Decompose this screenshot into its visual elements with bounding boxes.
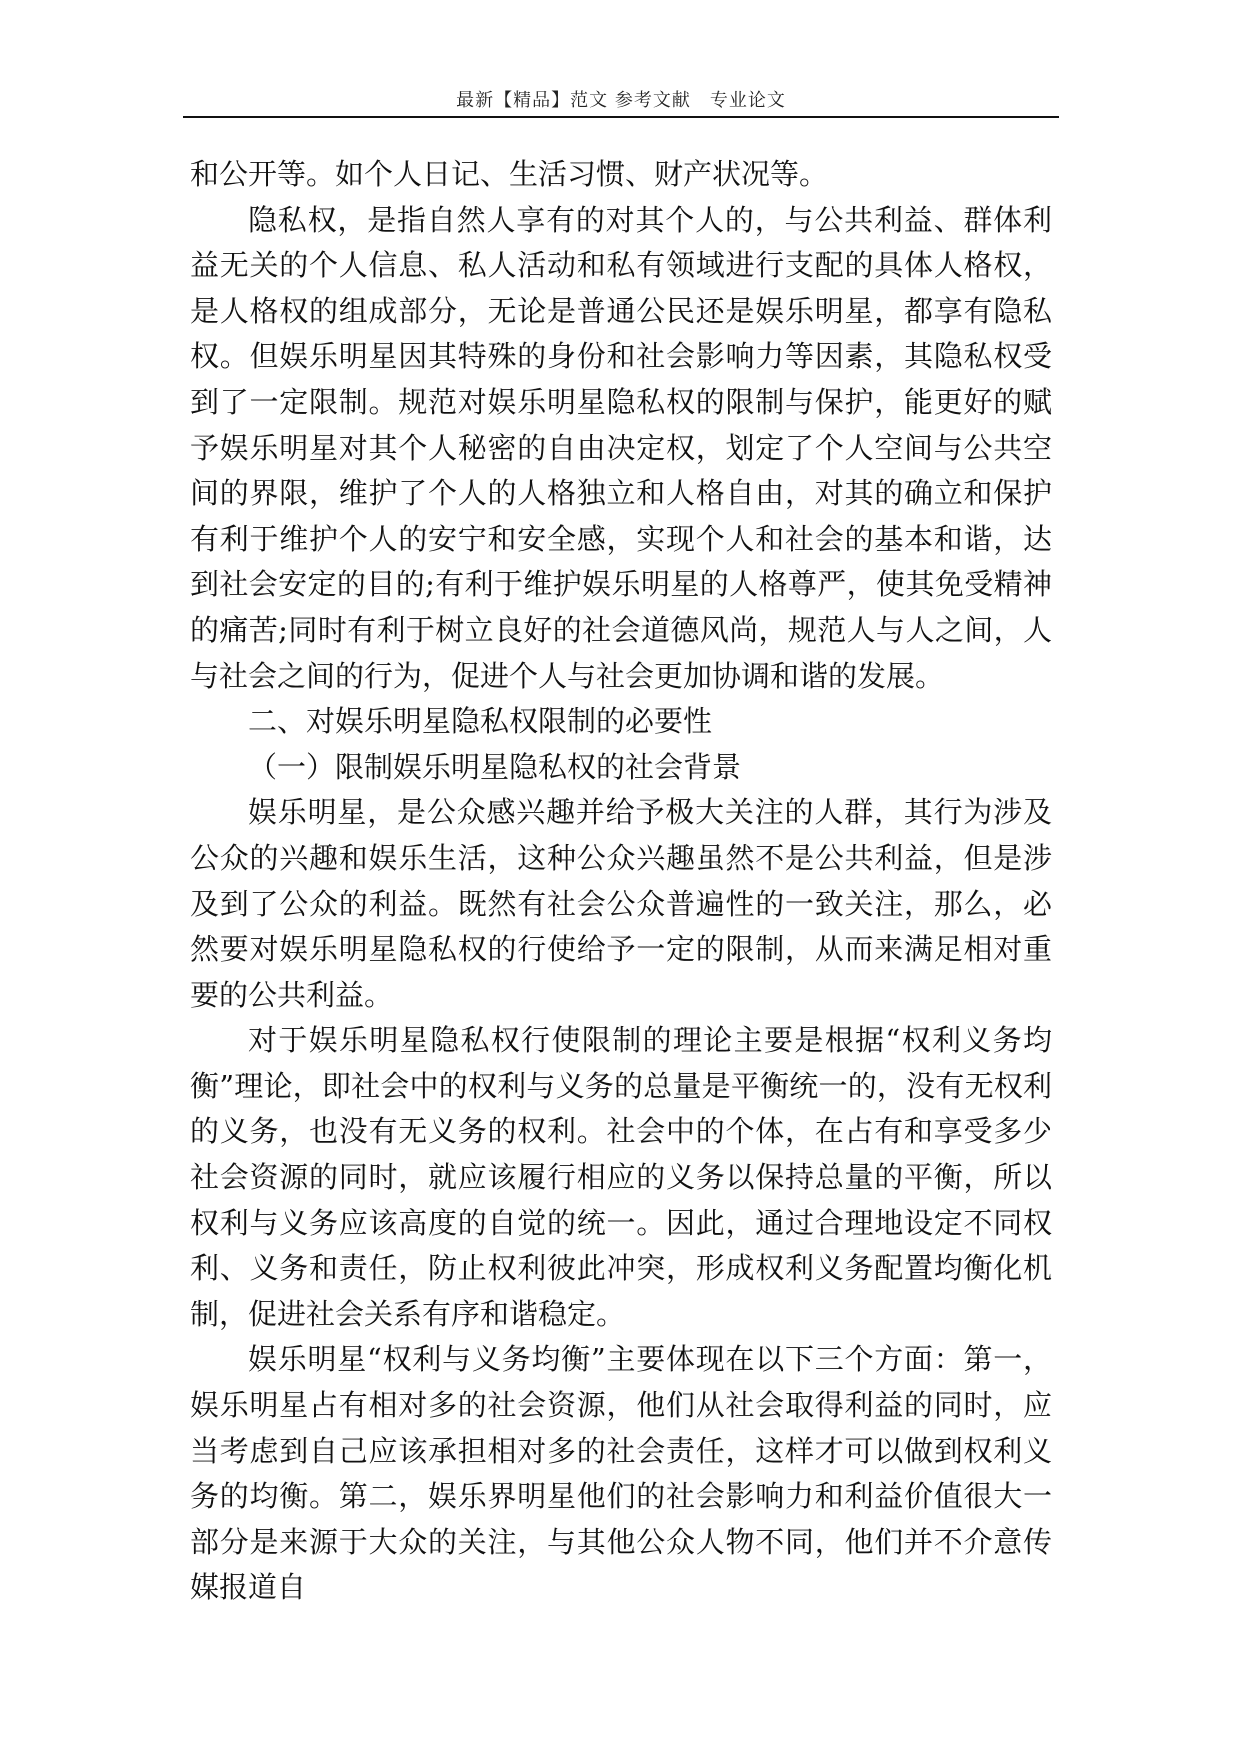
section-heading-2: 二、对娱乐明星隐私权限制的必要性 bbox=[248, 704, 713, 739]
document-body bbox=[190, 152, 1052, 1611]
paragraph-4: 对于娱乐明星隐私权行使限制的理论主要是根据“权利义务均衡”理论，即社会中的权利与义务的总量是平衡统一的，没有无权利的义务，也没有无义务的权利。社会中的个体，在占有和享受多少社会资源的同时，就应该履行相应的义务以保持总量的平衡，所以权利与义务应该高度的自觉的统一。因此，通过合理地设定不同权利、义务和责任，防止权利彼此冲突，形成权利义务配置均衡化机制，促进社会关系有序和谐稳定。 bbox=[190, 1023, 1052, 1331]
paragraph-5: 娱乐明星“权利与义务均衡”主要体现在以下三个方面：第一，娱乐明星占有相对多的社会资源，他们从社会取得利益的同时，应当考虑到自己应该承担相对多的社会责任，这样才可以做到权利义务的均衡。第二，娱乐界明星他们的社会影响力和利益价值很大一部分是来源于大众的关注，与其他公众人物不同，他们并不介意传媒报道自 bbox=[190, 1342, 1052, 1605]
paragraph-1: 和公开等。如个人日记、生活习惯、财产状况等。 bbox=[190, 157, 829, 191]
page-header: 最新【精品】范文 参考文献 专业论文 bbox=[456, 90, 786, 111]
header-divider bbox=[183, 116, 1059, 118]
paragraph-2: 隐私权，是指自然人享有的对其个人的，与公共利益、群体利益无关的个人信息、私人活动和私有领域进行支配的具体人格权，是人格权的组成部分，无论是普通公民还是娱乐明星，都享有隐私权。但娱乐明星因其特殊的身份和社会影响力等因素，其隐私权受到了一定限制。规范对娱乐明星隐私权的限制与保护，能更好的赋予娱乐明星对其个人秘密的自由决定权，划定了个人空间与公共空间的界限，维护了个人的人格独立和人格自由，对其的确立和保护有利于维护个人的安宁和安全感，实现个人和社会的基本和谐，达到社会安定的目的;有利于维护娱乐明星的人格尊严，使其免受精神的痛苦;同时有利于树立良好的社会道德风尚，规范人与人之间，人与社会之间的行为，促进个人与社会更加协调和谐的发展。 bbox=[190, 202, 1052, 693]
subsection-heading-1: （一）限制娱乐明星隐私权的社会背景 bbox=[248, 749, 742, 784]
paragraph-3: 娱乐明星，是公众感兴趣并给予极大关注的人群，其行为涉及公众的兴趣和娱乐生活，这种公众兴趣虽然不是公共利益，但是涉及到了公众的利益。既然有社会公众普遍性的一致关注，那么，必然要对娱乐明星隐私权的行使给予一定的限制，从而来满足相对重要的公共利益。 bbox=[190, 795, 1052, 1012]
